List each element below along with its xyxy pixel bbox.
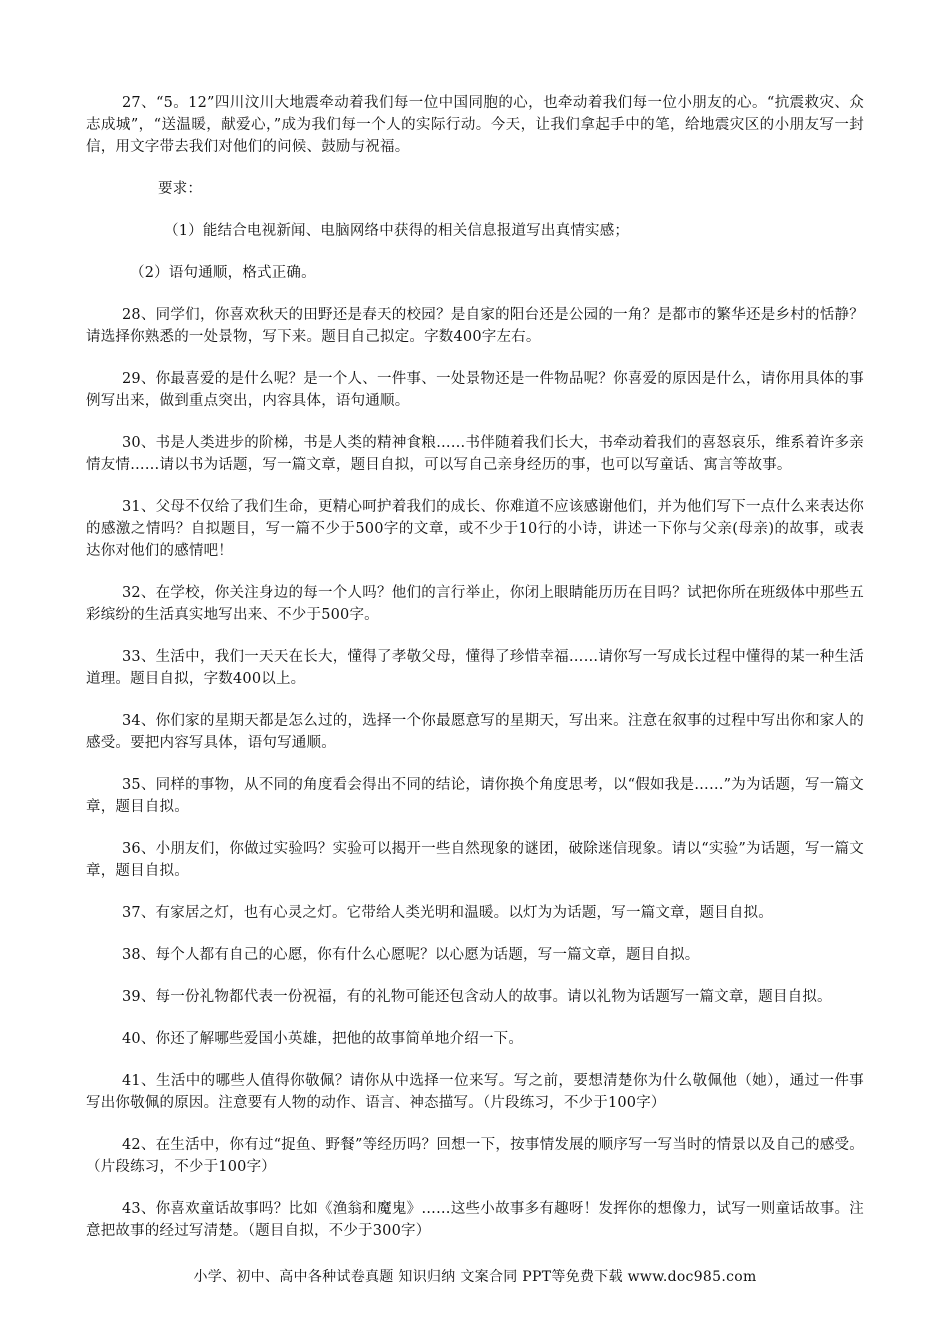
essay-prompt-33: 33、生活中，我们一天天在长大，懂得了孝敬父母，懂得了珍惜幸福……请你写一写成长过程中懂得的某一种生活道理。题目自拟，字数400以上。 xyxy=(86,649,864,687)
essay-prompt-35: 35、同样的事物，从不同的角度看会得出不同的结论，请你换个角度思考，以“假如我是……”为为话题，写一篇文章，题目自拟。 xyxy=(86,777,864,815)
essay-prompt-31: 31、父母不仅给了我们生命，更精心呵护着我们的成长、你难道不应该感谢他们，并为他们写下一点什么来表达你的感激之情吗？自拟题目，写一篇不少于500字的文章，或不少于10行的小诗，讲述一下你与父亲(母亲)的故事，或表达你对他们的感情吧！ xyxy=(86,499,864,559)
requirement-2: （2）语句通顺，格式正确。 xyxy=(130,265,316,281)
requirement-1: （1）能结合电视新闻、电脑网络中获得的相关信息报道写出真情实感； xyxy=(164,223,630,239)
essay-prompt-38: 38、每个人都有自己的心愿，你有什么心愿呢？以心愿为话题，写一篇文章，题目自拟。 xyxy=(122,947,700,963)
page-footer: 小学、初中、高中各种试卷真题 知识归纳 文案合同 PPT等免费下载 www.doc985.com xyxy=(193,1269,757,1285)
essay-prompt-37: 37、有家居之灯，也有心灵之灯。它带给人类光明和温暖。以灯为为话题，写一篇文章，题目自拟。 xyxy=(122,905,773,921)
essay-prompt-27: 27、“5。12”四川汶川大地震牵动着我们每一位中国同胞的心，也牵动着我们每一位小朋友的心。“抗震救灾、众志成城”，“送温暖，献爱心，”成为我们每一个人的实际行动。今天，让我们拿起手中的笔，给地震灾区的小朋友写一封信，用文字带去我们对他们的问候、鼓励与祝福。 xyxy=(86,95,864,155)
document-body xyxy=(86,92,864,1262)
essay-prompt-39: 39、每一份礼物都代表一份祝福，有的礼物可能还包含动人的故事。请以礼物为话题写一篇文章，题目自拟。 xyxy=(122,989,832,1005)
essay-prompt-43: 43、你喜欢童话故事吗？比如《渔翁和魔鬼》……这些小故事多有趣呀！发挥你的想像力，试写一则童话故事。注意把故事的经过写清楚。（题目自拟，不少于300字） xyxy=(86,1201,864,1239)
essay-prompt-36: 36、小朋友们，你做过实验吗？实验可以揭开一些自然现象的谜团，破除迷信现象。请以“实验”为话题，写一篇文章，题目自拟。 xyxy=(86,841,864,879)
essay-prompt-29: 29、你最喜爱的是什么呢？是一个人、一件事、一处景物还是一件物品呢？你喜爱的原因是什么，请你用具体的事例写出来，做到重点突出，内容具体，语句通顺。 xyxy=(86,371,864,409)
essay-prompt-40: 40、你还了解哪些爱国小英雄，把他的故事简单地介绍一下。 xyxy=(122,1031,524,1047)
essay-prompt-28: 28、同学们，你喜欢秋天的田野还是春天的校园？是自家的阳台还是公园的一角？是都市的繁华还是乡村的恬静？请选择你熟悉的一处景物，写下来。题目自己拟定。字数400字左右。 xyxy=(86,307,864,345)
essay-prompt-42: 42、在生活中，你有过“捉鱼、野餐”等经历吗？回想一下，按事情发展的顺序写一写当时的情景以及自己的感受。（片段练习，不少于100字） xyxy=(86,1137,864,1175)
essay-prompt-32: 32、在学校，你关注身边的每一个人吗？他们的言行举止，你闭上眼睛能历历在目吗？试把你所在班级体中那些五彩缤纷的生活真实地写出来、不少于500字。 xyxy=(86,585,864,623)
essay-prompt-41: 41、生活中的哪些人值得你敬佩？请你从中选择一位来写。写之前，要想清楚你为什么敬佩他（她），通过一件事写出你敬佩的原因。注意要有人物的动作、语言、神态描写。（片段练习，不少于100字） xyxy=(86,1073,864,1111)
requirements-title: 要求： xyxy=(158,181,203,197)
essay-prompt-30: 30、书是人类进步的阶梯，书是人类的精神食粮……书伴随着我们长大，书牵动着我们的喜怒哀乐，维系着许多亲情友情……请以书为话题，写一篇文章，题目自拟，可以写自己亲身经历的事，也可以写童话、寓言等故事。 xyxy=(86,435,864,473)
essay-prompt-34: 34、你们家的星期天都是怎么过的，选择一个你最愿意写的星期天，写出来。注意在叙事的过程中写出你和家人的感受。要把内容写具体，语句写通顺。 xyxy=(86,713,864,751)
